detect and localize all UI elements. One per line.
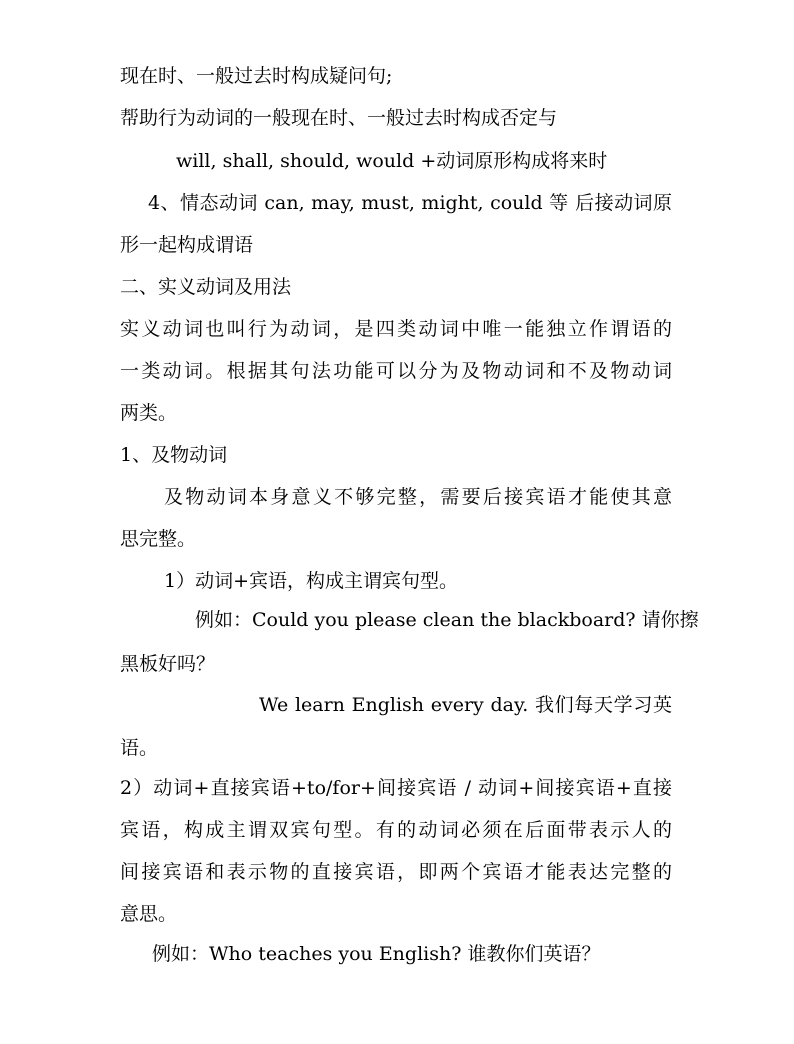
example-line-4: 语。 (120, 737, 159, 759)
text-line-7: 实义动词也叫行为动词，是四类动词中唯一能独立作谓语的 (120, 318, 672, 340)
text-line-19: 宾语，构成主谓双宾句型。有的动词必须在后面带表示人的 (120, 819, 672, 841)
section-heading: 二、实义动词及用法 (120, 276, 292, 298)
text-line-11: 及物动词本身意义不够完整，需要后接宾语才能使其意 (164, 486, 672, 508)
subsection-heading: 1、及物动词 (120, 444, 228, 466)
text-line-2: 帮助行为动词的一般现在时、一般过去时构成否定与 (120, 107, 558, 129)
text-line-20: 间接宾语和表示物的直接宾语，即两个宾语才能表达完整的 (120, 861, 672, 883)
text-line-3: will, shall, should, would +动词原形构成将来时 (176, 150, 608, 172)
example-line-2: 黑板好吗？ (120, 653, 216, 675)
text-line-8: 一类动词。根据其句法功能可以分为及物动词和不及物动词 (120, 360, 672, 382)
text-line-1: 现在时、一般过去时构成疑问句; (120, 65, 393, 87)
example-line-3: We learn English every day. 我们每天学习英 (259, 694, 672, 716)
text-line-4: 4、情态动词 can, may, must, might, could 等 后接动词原 (148, 192, 672, 214)
text-line-5: 形一起构成谓语 (120, 234, 254, 256)
example-line-1: 例如：Could you please clean the blackboard? 请你擦 (195, 609, 699, 631)
text-line-13: 1）动词+宾语，构成主谓宾句型。 (164, 570, 459, 592)
text-line-9: 两类。 (120, 402, 178, 424)
text-line-21: 意思。 (120, 903, 178, 925)
example-line-5: 例如：Who teaches you English? 谁教你们英语？ (152, 943, 601, 965)
text-line-18: 2）动词+直接宾语+to/for+间接宾语 / 动词+间接宾语+直接 (120, 777, 672, 799)
text-line-12: 思完整。 (120, 528, 197, 550)
